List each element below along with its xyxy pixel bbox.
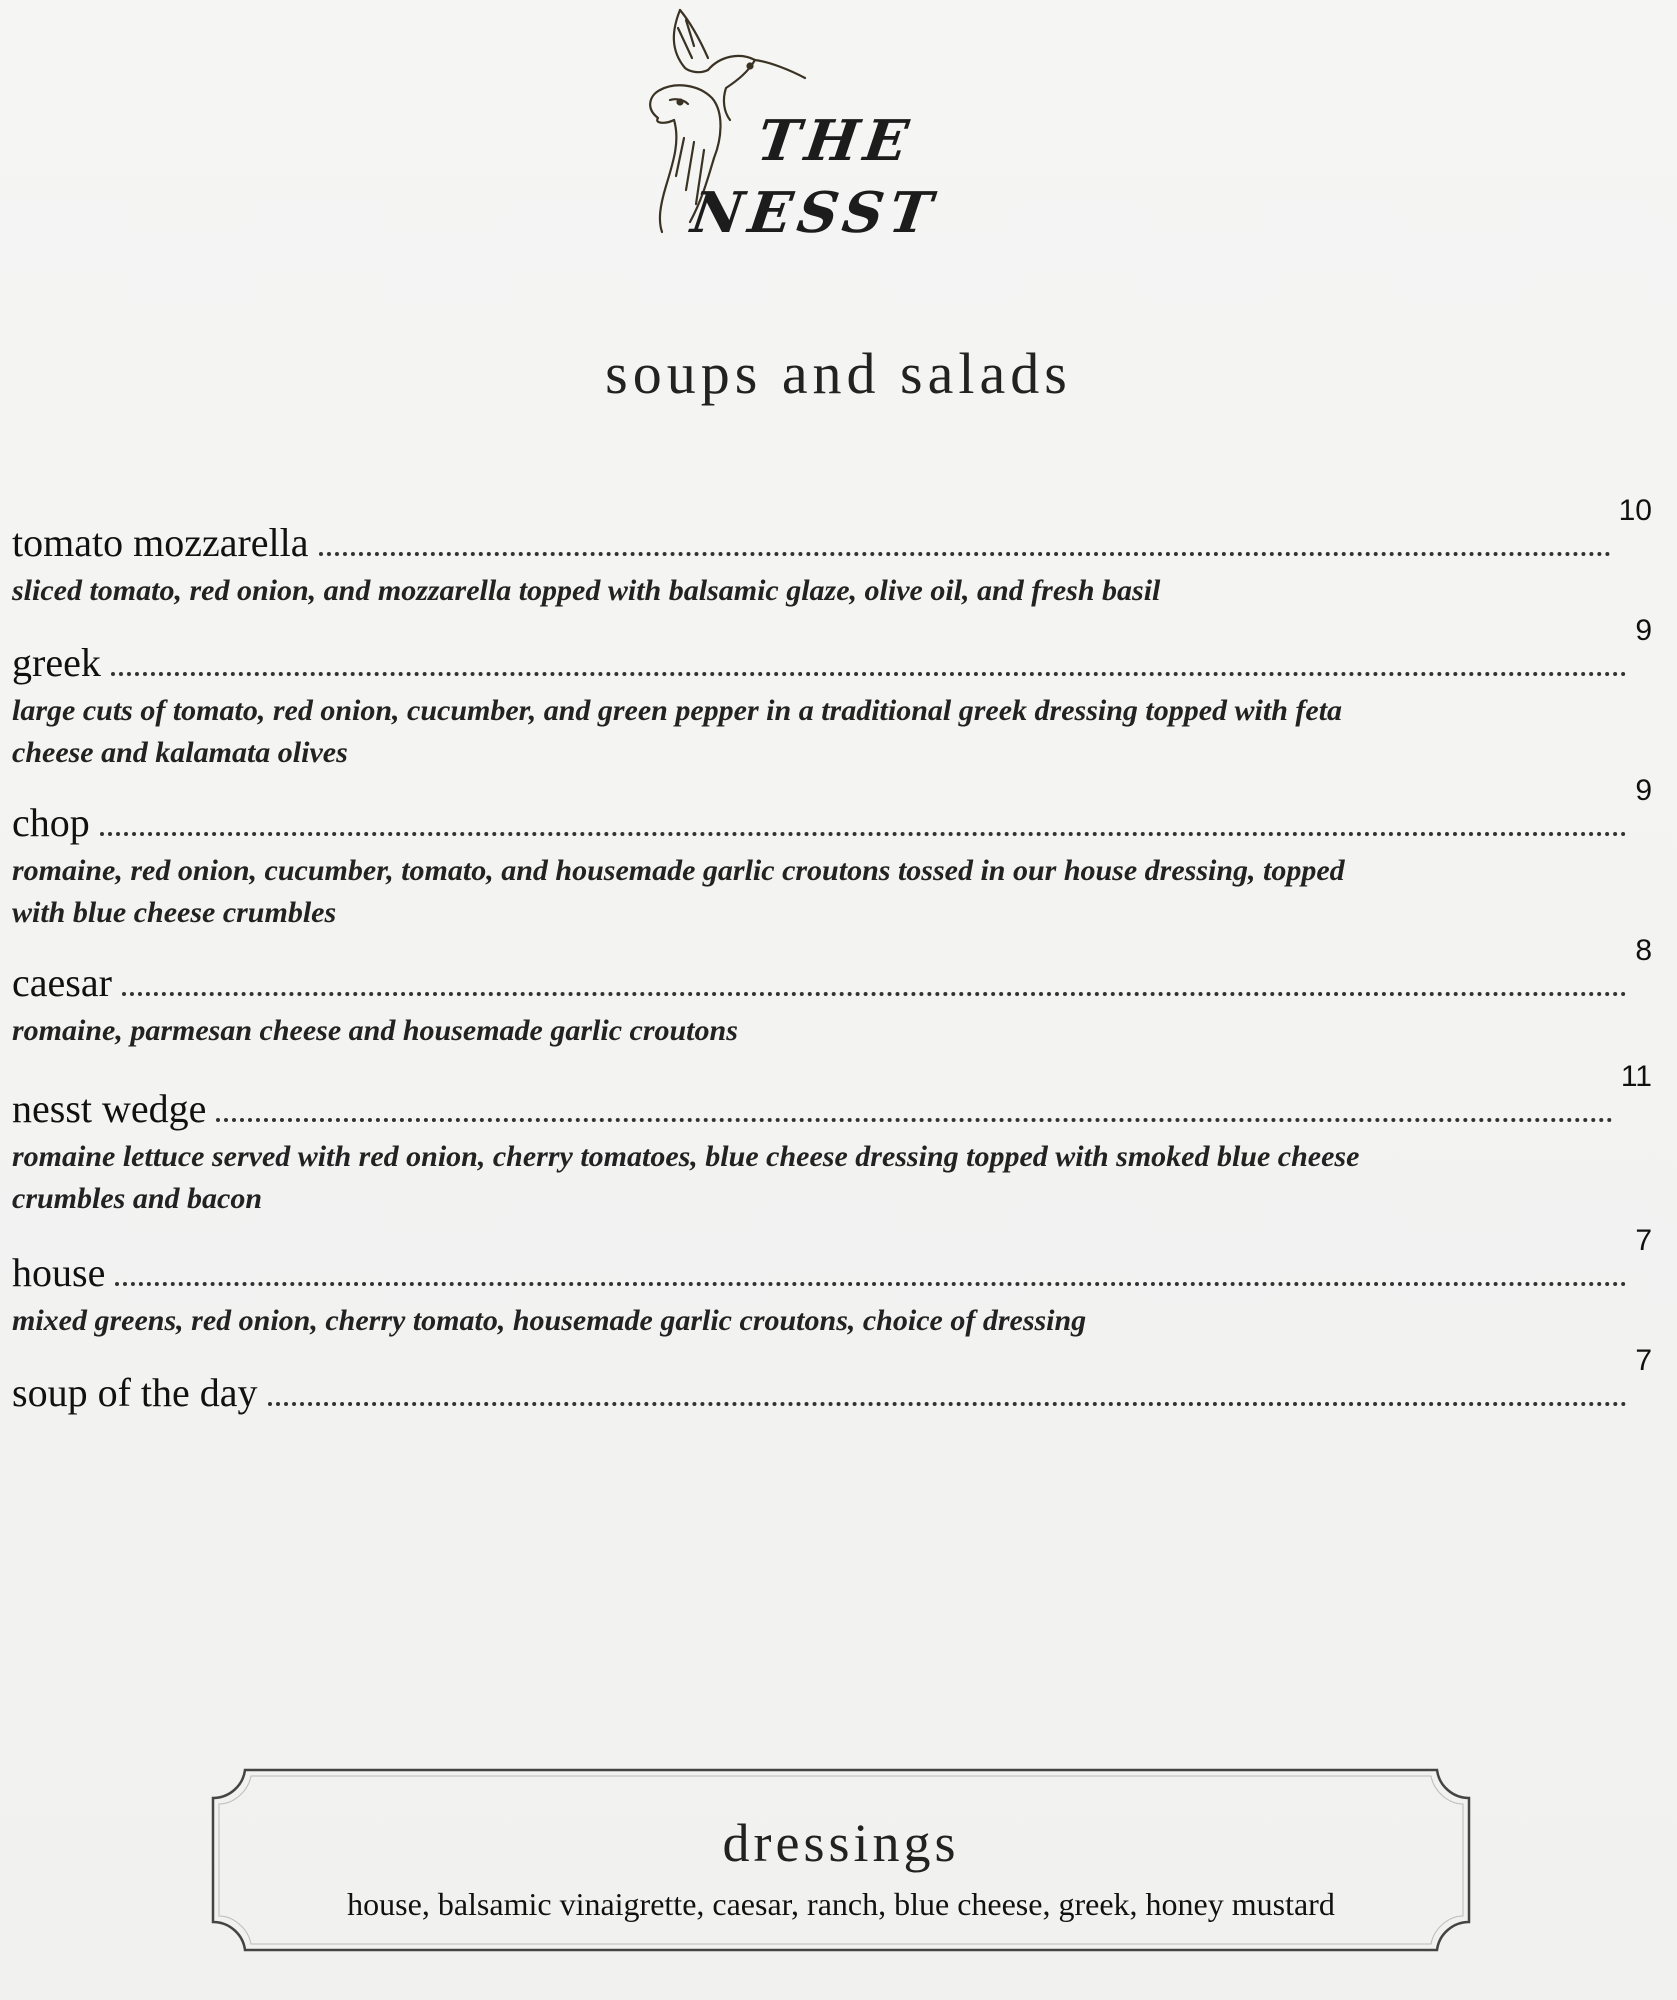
dressings-panel xyxy=(205,1762,1477,1958)
menu-item-chop xyxy=(12,774,1652,934)
item-price: 7 xyxy=(1635,1344,1652,1377)
item-price: 11 xyxy=(1620,1060,1652,1093)
item-name: tomato mozzarella xyxy=(12,520,309,565)
restaurant-logo xyxy=(630,0,980,260)
item-description: large cuts of tomato, red onion, cucumber, and green pepper in a traditional greek dressing topped with feta cheese and kalamata olives xyxy=(12,694,1343,769)
dot-leader xyxy=(115,1281,1627,1286)
menu-item-house xyxy=(12,1224,1652,1342)
item-description: mixed greens, red onion, cherry tomato, housemade garlic croutons, choice of dressing xyxy=(12,1304,1087,1337)
item-name: greek xyxy=(12,640,101,685)
item-description: romaine, parmesan cheese and housemade garlic croutons xyxy=(12,1014,738,1047)
dot-leader xyxy=(268,1401,1628,1406)
item-description: romaine, red onion, cucumber, tomato, and housemade garlic croutons tossed in our house dressing, topped with blue cheese crumbles xyxy=(12,854,1345,929)
item-price: 10 xyxy=(1618,494,1652,527)
section-title: soups and salads xyxy=(605,341,1072,406)
dot-leader xyxy=(216,1117,1612,1122)
item-name: nesst wedge xyxy=(12,1086,207,1131)
menu-item-soup-of-the-day xyxy=(12,1344,1652,1416)
menu-item-tomato-mozzarella xyxy=(12,494,1652,612)
menu-item-greek xyxy=(12,614,1652,774)
logo-text-nesst: NESST xyxy=(687,180,942,246)
item-name: caesar xyxy=(12,960,112,1005)
item-price: 8 xyxy=(1635,934,1652,967)
item-price: 9 xyxy=(1635,774,1652,807)
dressings-list: house, balsamic vinaigrette, caesar, ranch, blue cheese, greek, honey mustard xyxy=(347,1886,1335,1922)
logo-text-the: THE xyxy=(753,108,918,174)
item-price: 7 xyxy=(1635,1224,1652,1257)
item-name: chop xyxy=(12,800,90,845)
item-price: 9 xyxy=(1635,614,1652,647)
dot-leader xyxy=(100,831,1628,836)
item-description: sliced tomato, red onion, and mozzarella topped with balsamic glaze, olive oil, and fresh basil xyxy=(12,574,1161,607)
item-name: soup of the day xyxy=(12,1370,258,1415)
dot-leader xyxy=(319,551,1611,556)
dot-leader xyxy=(111,671,1627,676)
dot-leader xyxy=(122,991,1627,996)
dressings-title: dressings xyxy=(722,1813,960,1873)
item-description: romaine lettuce served with red onion, cherry tomatoes, blue cheese dressing topped with smoked blue cheese crumbles and bacon xyxy=(12,1140,1360,1215)
menu-item-caesar xyxy=(12,934,1652,1052)
item-name: house xyxy=(12,1250,106,1295)
menu-item-nesst-wedge xyxy=(12,1060,1652,1220)
